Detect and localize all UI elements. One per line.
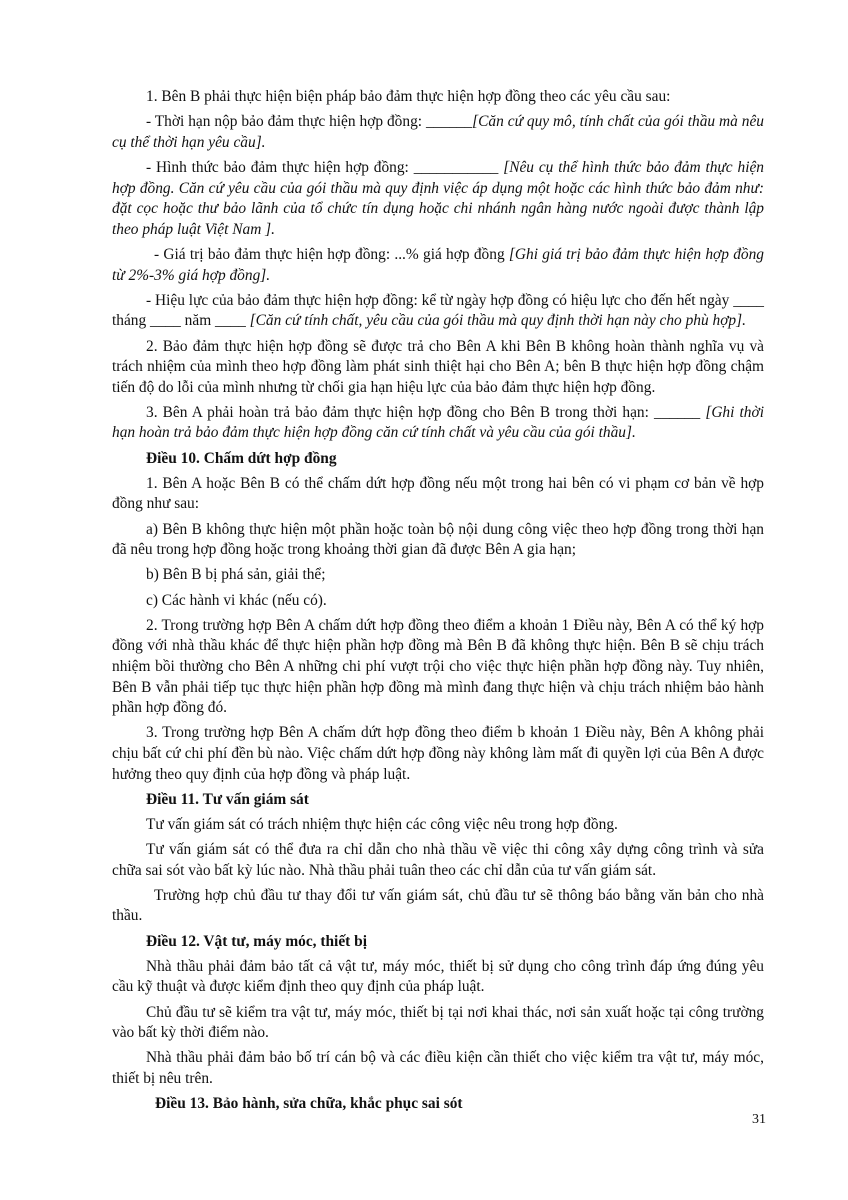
heading-article-12: Điều 12. Vật tư, máy móc, thiết bị	[146, 932, 367, 950]
paragraph-supervision-change: Trường hợp chủ đầu tư thay đổi tư vấn giám sát, chủ đầu tư sẽ thông báo bằng văn bản cho nhà thầu.	[112, 886, 764, 925]
heading-article-10: Điều 10. Chấm dứt hợp đồng	[146, 449, 337, 467]
paragraph-supervision-instructions: Tư vấn giám sát có thể đưa ra chỉ dẫn cho nhà thầu về việc thi công xây dựng công trình và sửa chữa sai sót vào bất kỳ lúc nào. Nhà thầu phải tuân theo các chỉ dẫn của tư vấn giám sát.	[112, 841, 764, 879]
paragraph-materials-staff: Nhà thầu phải đảm bảo bố trí cán bộ và các điều kiện cần thiết cho việc kiểm tra vật tư, máy móc, thiết bị nêu trên.	[112, 1049, 764, 1087]
paragraph-termination-point-a: 2. Trong trường hợp Bên A chấm dứt hợp đồng theo điểm a khoản 1 Điều này, Bên A có thể ký hợp đồng với nhà thầu khác để thực hiện phần hợp đồng mà Bên B đã không thực hiện. Bên B sẽ chịu trách nhiệm bồi thường cho Bên A những chi phí vượt trội cho việc thực hiện phần hợp đồng này. Tuy nhiên, Bên B vẫn phải tiếp tục thực hiện phần hợp đồng mà mình đang thực hiện và chịu trách nhiệm bảo hành phần hợp đồng đó.	[112, 616, 764, 717]
instruction-note: [Ghi thời hạn hoàn trả bảo đảm thực hiện hợp đồng căn cứ tính chất và yêu cầu của gói thầu].	[112, 403, 764, 442]
paragraph-security-requirements: 1. Bên B phải thực hiện biện pháp bảo đảm thực hiện hợp đồng theo các yêu cầu sau:	[146, 88, 671, 105]
paragraph-termination-a: a) Bên B không thực hiện một phần hoặc toàn bộ nội dung công việc theo hợp đồng trong thời hạn đã nêu trong hợp đồng hoặc trong khoảng thời gian đã được Bên A gia hạn;	[112, 520, 764, 559]
instruction-note: [Ghi giá trị bảo đảm thực hiện hợp đồng từ 2%-3% giá hợp đồng].	[112, 245, 764, 284]
paragraph-security-forfeit: 2. Bảo đảm thực hiện hợp đồng sẽ được trả cho Bên A khi Bên B không hoàn thành nghĩa vụ và trách nhiệm của mình theo hợp đồng làm phát sinh thiệt hại cho Bên A; bên B thực hiện hợp đồng chậm tiến độ do lỗi của mình nhưng từ chối gia hạn hiệu lực của bảo đảm thực hiện hợp đồng.	[112, 337, 764, 396]
paragraph-termination-c: c) Các hành vi khác (nếu có).	[146, 591, 327, 609]
instruction-note: [Căn cứ quy mô, tính chất của gói thầu mà nêu cụ thể thời hạn yêu cầu].	[112, 113, 764, 151]
heading-article-13: Điều 13. Bảo hành, sửa chữa, khắc phục sai sót	[155, 1095, 463, 1113]
instruction-note: [Nêu cụ thể hình thức bảo đảm thực hiện hợp đồng. Căn cứ yêu cầu của gói thầu mà quy định việc áp dụng một hoặc các hình thức bảo đảm như: đặt cọc hoặc thư bảo lãnh của tổ chức tín dụng hoặc chi nhánh ngân hàng nước ngoài được thành lập theo pháp luật Việt Nam ].	[112, 158, 764, 238]
paragraph-materials-requirements: Nhà thầu phải đảm bảo tất cả vật tư, máy móc, thiết bị sử dụng cho công trình đáp ứng đúng yêu cầu kỹ thuật và được kiểm định theo quy định của pháp luật.	[112, 957, 764, 996]
document-body	[112, 87, 764, 1119]
paragraph-security-form: - Hình thức bảo đảm thực hiện hợp đồng: ___________ [Nêu cụ thể hình thức bảo đảm thực hiện hợp đồng. Căn cứ yêu cầu của gói thầu mà quy định việc áp dụng một hoặc các hình thức bảo đảm như: đặt cọc hoặc thư bảo lãnh của tổ chức tín dụng hoặc chi nhánh ngân hàng nước ngoài được thành lập theo pháp luật Việt Nam ].	[112, 158, 764, 238]
paragraph-security-validity: - Hiệu lực của bảo đảm thực hiện hợp đồng: kể từ ngày hợp đồng có hiệu lực cho đến hết ngày ____ tháng ____ năm ____ [Căn cứ tính chất, yêu cầu của gói thầu mà quy định thời hạn này cho phù hợp].	[112, 291, 764, 330]
paragraph-termination-point-b: 3. Trong trường hợp Bên A chấm dứt hợp đồng theo điểm b khoản 1 Điều này, Bên A không phải chịu bất cứ chi phí đền bù nào. Việc chấm dứt hợp đồng này không làm mất đi quyền lợi của Bên A được hưởng theo quy định của hợp đồng và pháp luật.	[112, 724, 764, 783]
page-number: 31	[752, 1112, 766, 1127]
paragraph-termination-conditions: 1. Bên A hoặc Bên B có thể chấm dứt hợp đồng nếu một trong hai bên có vi phạm cơ bản về hợp đồng như sau:	[112, 474, 764, 513]
instruction-note: [Căn cứ tính chất, yêu cầu của gói thầu mà quy định thời hạn này cho phù hợp].	[249, 312, 746, 330]
paragraph-materials-inspection: Chủ đầu tư sẽ kiểm tra vật tư, máy móc, thiết bị tại nơi khai thác, nơi sản xuất hoặc tại công trường vào bất kỳ thời điểm nào.	[112, 1003, 764, 1042]
paragraph-security-deadline: - Thời hạn nộp bảo đảm thực hiện hợp đồng: ______[Căn cứ quy mô, tính chất của gói thầu mà nêu cụ thể thời hạn yêu cầu].	[112, 113, 764, 151]
paragraph-security-value: - Giá trị bảo đảm thực hiện hợp đồng: ...% giá hợp đồng [Ghi giá trị bảo đảm thực hiện hợp đồng từ 2%-3% giá hợp đồng].	[112, 245, 764, 284]
paragraph-security-return: 3. Bên A phải hoàn trả bảo đảm thực hiện hợp đồng cho Bên B trong thời hạn: ______ [Ghi thời hạn hoàn trả bảo đảm thực hiện hợp đồng căn cứ tính chất và yêu cầu của gói thầu].	[112, 403, 764, 442]
paragraph-termination-b: b) Bên B bị phá sản, giải thể;	[146, 566, 326, 584]
paragraph-supervision-duty: Tư vấn giám sát có trách nhiệm thực hiện các công việc nêu trong hợp đồng.	[146, 815, 618, 833]
heading-article-11: Điều 11. Tư vấn giám sát	[146, 790, 309, 808]
